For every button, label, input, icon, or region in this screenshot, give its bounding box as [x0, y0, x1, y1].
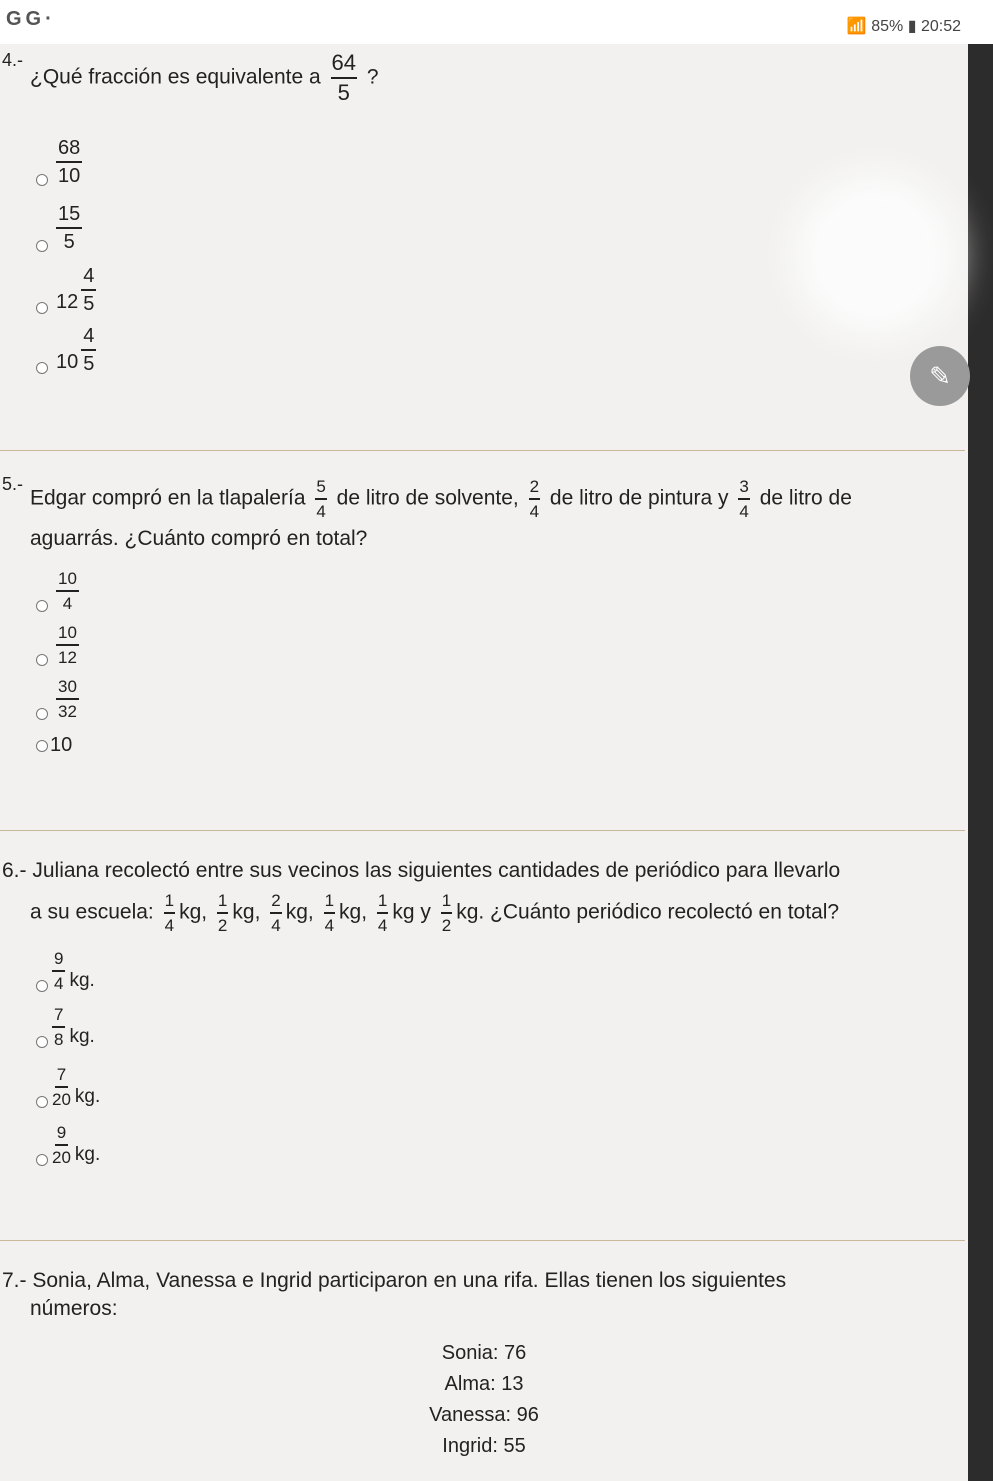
- fraction: $\frac{1}{4}$: [377, 891, 388, 935]
- question-prompt-line-2: números:: [30, 1297, 118, 1320]
- fraction: $\frac{1}{2}$: [441, 891, 452, 935]
- question-prompt-line-2: a su escuela: $\frac{1}{4}$ kg, $\frac{1}{2}$ kg, $\frac{2}{4}$ kg, $\frac{1}{4}$ kg, $\frac{1}{4}$ kg y $\frac{1}{2}$ kg. ¿Cuánto periódico recolectó en total?: [30, 891, 840, 935]
- notification-icons: GG·: [6, 8, 56, 30]
- option-radio[interactable]: $\frac{68}{10}$: [36, 138, 82, 186]
- fraction: $\frac{1}{2}$: [217, 891, 228, 935]
- question-number: 5.-: [2, 474, 24, 494]
- edit-pencil-button[interactable]: [910, 346, 970, 406]
- option-radio[interactable]: 12 $\frac{4}{5}$: [36, 266, 96, 314]
- option-radio[interactable]: $\frac{15}{5}$: [36, 204, 82, 252]
- option-radio[interactable]: $\frac{9}{4}$ kg.: [36, 950, 95, 992]
- radio-button[interactable]: [36, 708, 48, 720]
- radio-button[interactable]: [36, 1036, 48, 1048]
- fraction: $\frac{1}{4}$: [164, 891, 175, 935]
- fraction: $\frac{5}{4}$: [316, 477, 326, 521]
- option-radio[interactable]: $\frac{7}{8}$ kg.: [36, 1006, 95, 1048]
- option-radio[interactable]: 10 $\frac{4}{5}$: [36, 326, 96, 374]
- raffle-entry: Vanessa: 96: [429, 1404, 539, 1426]
- radio-button[interactable]: [36, 302, 48, 314]
- divider: [0, 450, 965, 451]
- fraction: $\frac{2}{4}$: [529, 477, 540, 521]
- radio-button[interactable]: [36, 240, 48, 252]
- radio-button[interactable]: [36, 740, 48, 752]
- radio-button[interactable]: [36, 1154, 48, 1166]
- wifi-icon: 📶: [846, 18, 867, 35]
- option-radio[interactable]: 10: [36, 734, 75, 757]
- question-number: 4.-: [2, 50, 24, 70]
- fraction: $\frac{1}{4}$: [324, 891, 335, 935]
- fraction: $\frac{64}{5}$: [331, 50, 356, 105]
- raffle-entry: Sonia: 76: [441, 1342, 527, 1364]
- option-radio[interactable]: $\frac{10}{12}$: [36, 624, 79, 666]
- light-glare: [820, 200, 930, 310]
- option-radio[interactable]: $\frac{7}{20}$ kg.: [36, 1066, 100, 1108]
- radio-button[interactable]: [36, 654, 48, 666]
- option-radio[interactable]: $\frac{30}{32}$: [36, 678, 79, 720]
- radio-button[interactable]: [36, 1096, 48, 1108]
- clock: 20:52: [920, 18, 961, 35]
- pencil-icon: ✎: [929, 361, 951, 391]
- question-prompt: 7.- Sonia, Alma, Vanessa e Ingrid participaron en una rifa. Ellas tienen los siguientes: [2, 1269, 787, 1292]
- fraction: $\frac{2}{4}$: [271, 891, 281, 935]
- radio-button[interactable]: [36, 980, 48, 992]
- fraction: $\frac{3}{4}$: [739, 477, 749, 521]
- screen-edge: [968, 44, 993, 1481]
- battery-icon: ▮: [907, 18, 917, 35]
- divider: [0, 1240, 965, 1241]
- radio-button[interactable]: [36, 600, 48, 612]
- raffle-entry: Ingrid: 55: [442, 1435, 526, 1457]
- question-prompt: 6.- Juliana recolectó entre sus vecinos las siguientes cantidades de periódico para llevarlo: [2, 859, 841, 882]
- radio-button[interactable]: [36, 362, 48, 374]
- battery-level: 85%: [871, 18, 904, 35]
- divider: [0, 830, 965, 831]
- status-indicators: [847, 16, 961, 36]
- question-prompt: Edgar compró en la tlapalería $\frac{5}{4}$ de litro de solvente, $\frac{2}{4}$ de litro de pintura y $\frac{3}{4}$ de litro de: [30, 477, 852, 521]
- option-radio[interactable]: $\frac{10}{4}$: [36, 570, 79, 612]
- raffle-entry: Alma: 13: [444, 1373, 524, 1395]
- radio-button[interactable]: [36, 174, 48, 186]
- status-bar: [0, 0, 993, 45]
- question-prompt: ¿Qué fracción es equivalente a $\frac{64}{5}$ ?: [30, 50, 379, 105]
- question-prompt-line-2: aguarrás. ¿Cuánto compró en total?: [30, 527, 368, 550]
- option-radio[interactable]: $\frac{9}{20}$ kg.: [36, 1124, 100, 1166]
